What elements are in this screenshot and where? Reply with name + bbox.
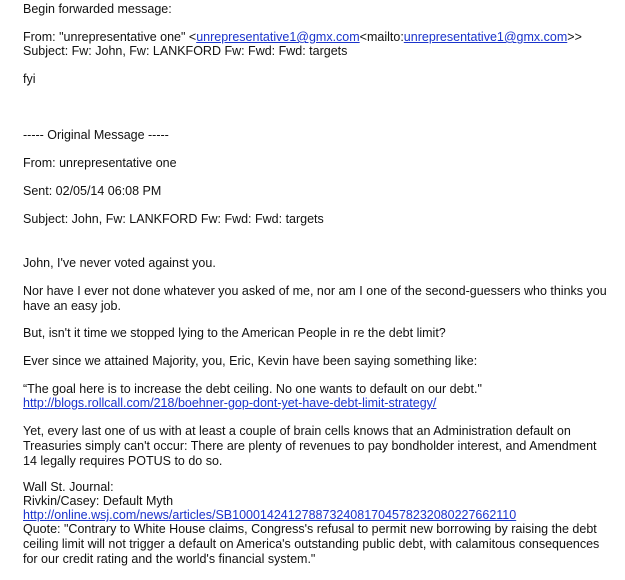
forward-subject: Subject: Fw: John, Fw: LANKFORD Fw: Fwd: Fwd: targets — [23, 44, 348, 58]
wsj-link-text[interactable]: http://online.wsj.com/news/articles/SB10001424127887324081704578232080227662110 — [23, 508, 517, 522]
body-paragraph-2: Nor have I ever not done whatever you asked of me, nor am I one of the second-guessers who thinks you have an easy job. — [23, 284, 607, 313]
forward-from-line — [23, 30, 582, 45]
body-paragraph-6: Yet, every last one of us with at least a couple of brain cells knows that an Administration default on Treasuries simply can't occur: There are plenty of revenues to pay bondholder interest, and Amendment 14 legally requires POTUS to do so. — [23, 424, 597, 468]
forwarded-label: Begin forwarded message: — [23, 2, 172, 16]
body-paragraph-4: Ever since we attained Majority, you, Eric, Kevin have been saying something like: — [23, 354, 478, 368]
fyi-note: fyi — [23, 72, 36, 86]
original-subject: Subject: John, Fw: LANKFORD Fw: Fwd: Fwd: targets — [23, 212, 324, 226]
rollcall-link-text[interactable]: http://blogs.rollcall.com/218/boehner-gop-dont-yet-have-debt-limit-strategy/ — [23, 396, 437, 410]
original-sent: Sent: 02/05/14 06:08 PM — [23, 184, 162, 198]
wsj-quote: Quote: "Contrary to White House claims, Congress's refusal to permit new borrowing by raising the debt ceiling limit will not trigger a default on America's outstanding public debt, with calamitous consequences for our credit rating and the world's financial system." — [23, 522, 600, 566]
from-prefix: From: "unrepresentative one" < — [23, 30, 197, 44]
mailto-prefix: <mailto: — [359, 30, 404, 44]
rollcall-link[interactable] — [23, 396, 436, 411]
body-paragraph-1: John, I've never voted against you. — [23, 256, 216, 270]
original-from: From: unrepresentative one — [23, 156, 177, 170]
original-message-separator: ----- Original Message ----- — [23, 128, 169, 142]
wsj-link[interactable] — [23, 508, 516, 523]
from-email-link[interactable]: unrepresentative1@gmx.com — [196, 30, 360, 44]
debt-ceiling-quote: “The goal here is to increase the debt ceiling. No one wants to default on our debt." — [23, 382, 482, 396]
mailto-email-link[interactable]: unrepresentative1@gmx.com — [403, 30, 568, 44]
body-paragraph-3: But, isn't it time we stopped lying to the American People in re the debt limit? — [23, 326, 446, 340]
from-suffix: >> — [567, 30, 582, 44]
wsj-source: Wall St. Journal: — [23, 480, 114, 494]
wsj-article-title: Rivkin/Casey: Default Myth — [23, 494, 174, 508]
